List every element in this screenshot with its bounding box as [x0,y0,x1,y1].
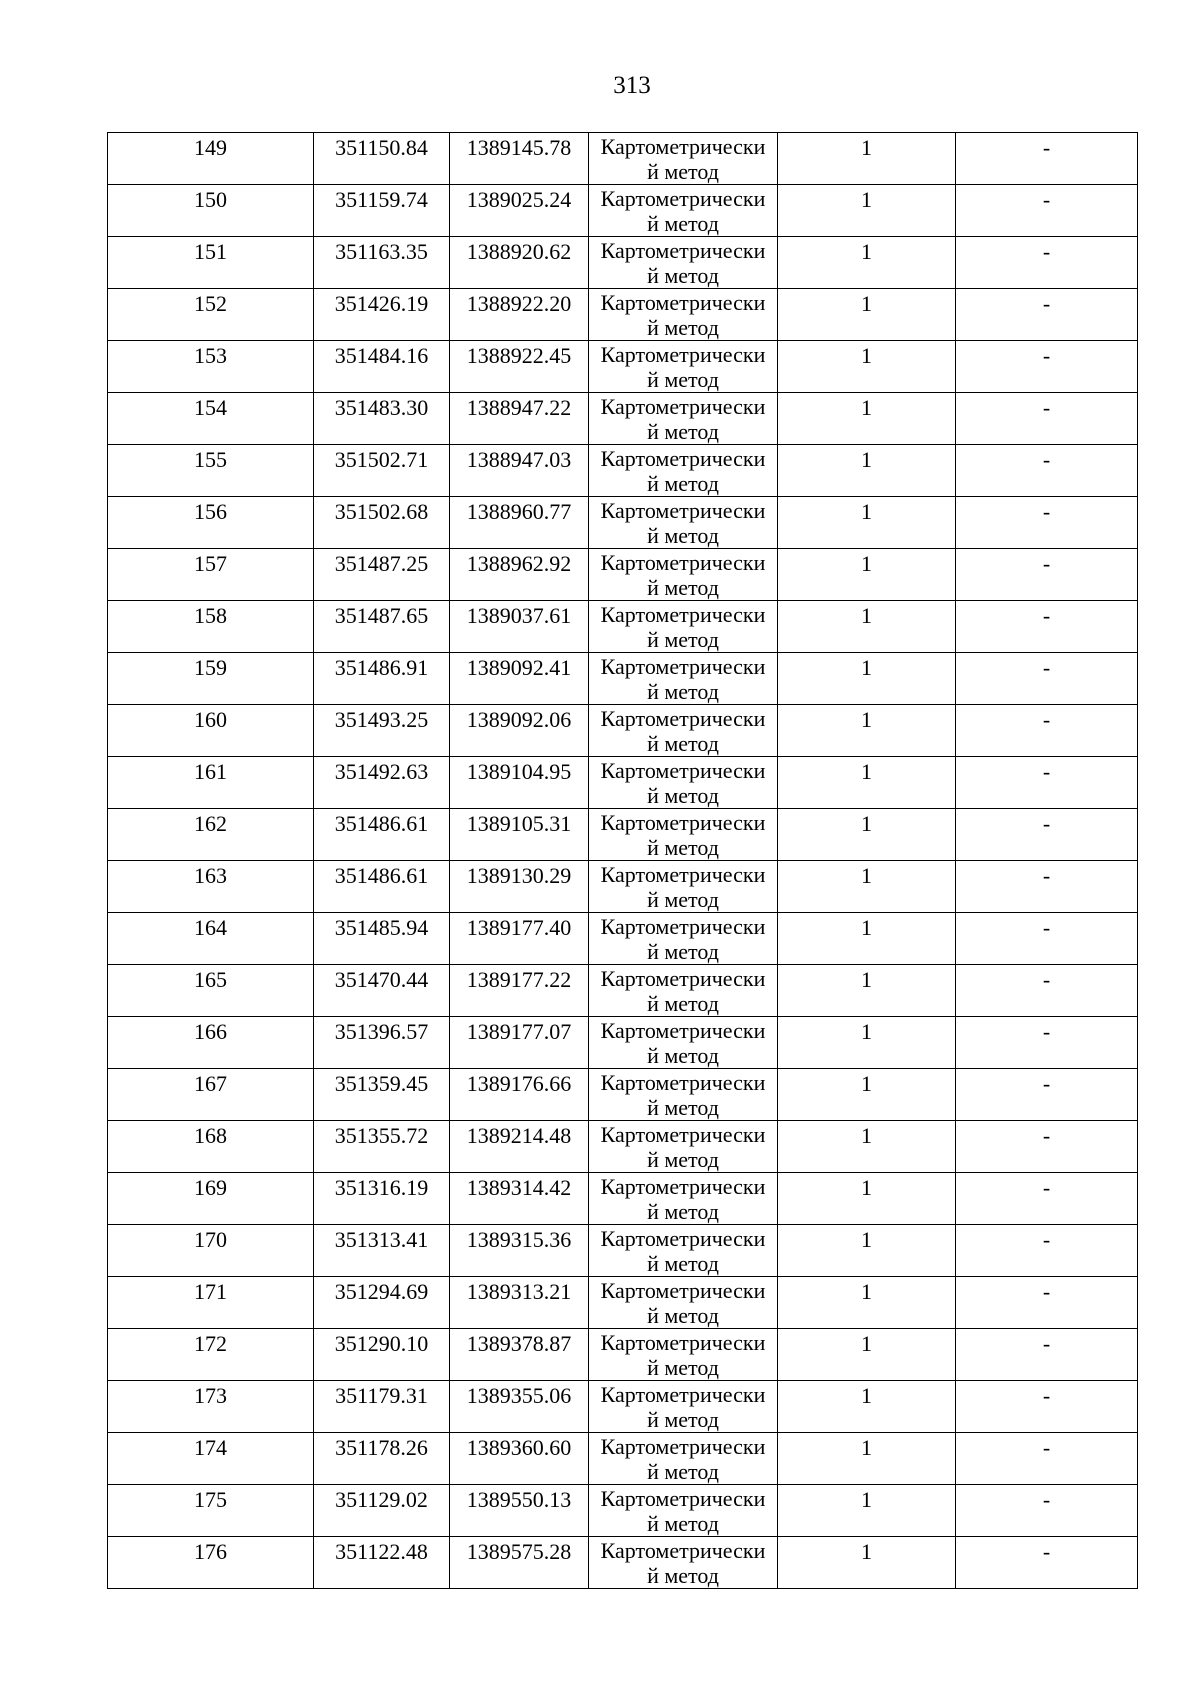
method-line: й метод [647,835,719,860]
x-coordinate-cell: 351179.31 [314,1381,450,1433]
point-number-cell: 154 [108,393,314,445]
y-coordinate-cell: 1389315.36 [450,1225,589,1277]
method-line: Картометрически [600,654,766,679]
method-line: Картометрически [600,1330,766,1355]
accuracy-cell: 1 [778,757,956,809]
accuracy-cell: 1 [778,1017,956,1069]
note-cell: - [956,1433,1138,1485]
y-coordinate-cell: 1389550.13 [450,1485,589,1537]
x-coordinate-cell: 351485.94 [314,913,450,965]
accuracy-cell: 1 [778,1121,956,1173]
y-coordinate-cell: 1389313.21 [450,1277,589,1329]
table-row [108,1277,1138,1329]
method-line: й метод [647,1043,719,1068]
note-cell: - [956,653,1138,705]
accuracy-cell: 1 [778,1381,956,1433]
x-coordinate-cell: 351484.16 [314,341,450,393]
table-row [108,393,1138,445]
method-cell [589,861,778,913]
table-row [108,549,1138,601]
table-row [108,1069,1138,1121]
accuracy-cell: 1 [778,1433,956,1485]
note-cell: - [956,1225,1138,1277]
point-number-cell: 153 [108,341,314,393]
page-number: 313 [613,72,651,99]
x-coordinate-cell: 351486.61 [314,861,450,913]
method-line: Картометрически [600,1278,766,1303]
method-line: Картометрически [600,186,766,211]
y-coordinate-cell: 1388960.77 [450,497,589,549]
y-coordinate-cell: 1389214.48 [450,1121,589,1173]
accuracy-cell: 1 [778,497,956,549]
note-cell: - [956,185,1138,237]
method-line: й метод [647,1511,719,1536]
method-line: Картометрически [600,810,766,835]
accuracy-cell: 1 [778,341,956,393]
table-row [108,341,1138,393]
method-cell [589,1381,778,1433]
point-number-cell: 167 [108,1069,314,1121]
y-coordinate-cell: 1389177.07 [450,1017,589,1069]
point-number-cell: 156 [108,497,314,549]
method-line: Картометрически [600,758,766,783]
coordinates-table-body [108,133,1138,1589]
method-cell [589,757,778,809]
method-line: Картометрически [600,1434,766,1459]
y-coordinate-cell: 1389575.28 [450,1537,589,1589]
method-line: й метод [647,367,719,392]
table-row [108,445,1138,497]
y-coordinate-cell: 1389176.66 [450,1069,589,1121]
x-coordinate-cell: 351359.45 [314,1069,450,1121]
y-coordinate-cell: 1389355.06 [450,1381,589,1433]
method-line: й метод [647,783,719,808]
method-line: й метод [647,1407,719,1432]
y-coordinate-cell: 1389037.61 [450,601,589,653]
table-row [108,809,1138,861]
accuracy-cell: 1 [778,601,956,653]
method-cell [589,445,778,497]
accuracy-cell: 1 [778,1485,956,1537]
method-line: й метод [647,1147,719,1172]
method-line: й метод [647,523,719,548]
table-row [108,913,1138,965]
table-row [108,133,1138,185]
method-line: Картометрически [600,1538,766,1563]
x-coordinate-cell: 351294.69 [314,1277,450,1329]
method-cell [589,1277,778,1329]
accuracy-cell: 1 [778,289,956,341]
note-cell: - [956,1173,1138,1225]
note-cell: - [956,341,1138,393]
method-cell [589,237,778,289]
table-row [108,601,1138,653]
method-cell [589,1121,778,1173]
y-coordinate-cell: 1389177.40 [450,913,589,965]
accuracy-cell: 1 [778,1277,956,1329]
y-coordinate-cell: 1389360.60 [450,1433,589,1485]
y-coordinate-cell: 1388920.62 [450,237,589,289]
table-row [108,1485,1138,1537]
note-cell: - [956,809,1138,861]
method-cell [589,1017,778,1069]
method-line: й метод [647,315,719,340]
method-cell [589,1537,778,1589]
table-row [108,965,1138,1017]
y-coordinate-cell: 1388962.92 [450,549,589,601]
x-coordinate-cell: 351493.25 [314,705,450,757]
point-number-cell: 174 [108,1433,314,1485]
table-row [108,861,1138,913]
note-cell: - [956,1329,1138,1381]
x-coordinate-cell: 351159.74 [314,185,450,237]
x-coordinate-cell: 351313.41 [314,1225,450,1277]
method-cell [589,809,778,861]
method-line: й метод [647,1251,719,1276]
table-row [108,653,1138,705]
method-line: Картометрически [600,1018,766,1043]
point-number-cell: 176 [108,1537,314,1589]
method-cell [589,289,778,341]
method-cell [589,653,778,705]
x-coordinate-cell: 351396.57 [314,1017,450,1069]
x-coordinate-cell: 351486.61 [314,809,450,861]
method-cell [589,133,778,185]
x-coordinate-cell: 351487.65 [314,601,450,653]
point-number-cell: 169 [108,1173,314,1225]
x-coordinate-cell: 351178.26 [314,1433,450,1485]
x-coordinate-cell: 351129.02 [314,1485,450,1537]
point-number-cell: 170 [108,1225,314,1277]
method-line: й метод [647,575,719,600]
y-coordinate-cell: 1389104.95 [450,757,589,809]
method-line: й метод [647,679,719,704]
point-number-cell: 157 [108,549,314,601]
method-line: й метод [647,1563,719,1588]
note-cell: - [956,913,1138,965]
method-line: Картометрически [600,498,766,523]
method-cell [589,705,778,757]
x-coordinate-cell: 351470.44 [314,965,450,1017]
method-line: й метод [647,1199,719,1224]
accuracy-cell: 1 [778,1329,956,1381]
x-coordinate-cell: 351502.71 [314,445,450,497]
y-coordinate-cell: 1388922.20 [450,289,589,341]
point-number-cell: 159 [108,653,314,705]
method-cell [589,965,778,1017]
accuracy-cell: 1 [778,913,956,965]
note-cell: - [956,1537,1138,1589]
y-coordinate-cell: 1389105.31 [450,809,589,861]
accuracy-cell: 1 [778,1537,956,1589]
table-row [108,705,1138,757]
method-line: Картометрически [600,1122,766,1147]
point-number-cell: 149 [108,133,314,185]
method-line: й метод [647,159,719,184]
accuracy-cell: 1 [778,809,956,861]
table-row [108,497,1138,549]
method-line: й метод [647,1303,719,1328]
note-cell: - [956,1017,1138,1069]
y-coordinate-cell: 1389092.41 [450,653,589,705]
method-cell [589,341,778,393]
note-cell: - [956,497,1138,549]
x-coordinate-cell: 351492.63 [314,757,450,809]
point-number-cell: 150 [108,185,314,237]
accuracy-cell: 1 [778,1069,956,1121]
method-line: й метод [647,887,719,912]
table-row [108,757,1138,809]
method-line: й метод [647,1355,719,1380]
table-row [108,1433,1138,1485]
method-line: й метод [647,211,719,236]
method-line: й метод [647,627,719,652]
note-cell: - [956,757,1138,809]
point-number-cell: 171 [108,1277,314,1329]
x-coordinate-cell: 351355.72 [314,1121,450,1173]
x-coordinate-cell: 351316.19 [314,1173,450,1225]
note-cell: - [956,393,1138,445]
y-coordinate-cell: 1388947.03 [450,445,589,497]
method-line: й метод [647,991,719,1016]
note-cell: - [956,1277,1138,1329]
point-number-cell: 175 [108,1485,314,1537]
table-row [108,289,1138,341]
method-line: й метод [647,1095,719,1120]
point-number-cell: 165 [108,965,314,1017]
note-cell: - [956,289,1138,341]
point-number-cell: 160 [108,705,314,757]
x-coordinate-cell: 351163.35 [314,237,450,289]
point-number-cell: 163 [108,861,314,913]
table-row [108,185,1138,237]
note-cell: - [956,445,1138,497]
table-row [108,1225,1138,1277]
y-coordinate-cell: 1389130.29 [450,861,589,913]
point-number-cell: 158 [108,601,314,653]
x-coordinate-cell: 351426.19 [314,289,450,341]
table-row [108,1537,1138,1589]
point-number-cell: 173 [108,1381,314,1433]
accuracy-cell: 1 [778,1225,956,1277]
method-line: й метод [647,263,719,288]
table-row [108,1121,1138,1173]
accuracy-cell: 1 [778,393,956,445]
point-number-cell: 162 [108,809,314,861]
method-line: Картометрически [600,550,766,575]
note-cell: - [956,133,1138,185]
y-coordinate-cell: 1389177.22 [450,965,589,1017]
method-line: Картометрически [600,706,766,731]
y-coordinate-cell: 1389092.06 [450,705,589,757]
method-line: Картометрически [600,238,766,263]
accuracy-cell: 1 [778,185,956,237]
table-row [108,1329,1138,1381]
method-line: Картометрически [600,290,766,315]
point-number-cell: 151 [108,237,314,289]
method-cell [589,1485,778,1537]
point-number-cell: 164 [108,913,314,965]
x-coordinate-cell: 351486.91 [314,653,450,705]
x-coordinate-cell: 351483.30 [314,393,450,445]
method-cell [589,601,778,653]
method-cell [589,393,778,445]
method-line: Картометрически [600,1486,766,1511]
y-coordinate-cell: 1389025.24 [450,185,589,237]
method-line: Картометрически [600,1070,766,1095]
method-line: й метод [647,1459,719,1484]
note-cell: - [956,549,1138,601]
method-cell [589,1069,778,1121]
accuracy-cell: 1 [778,549,956,601]
note-cell: - [956,237,1138,289]
point-number-cell: 161 [108,757,314,809]
table-row [108,1173,1138,1225]
method-line: Картометрически [600,342,766,367]
point-number-cell: 172 [108,1329,314,1381]
accuracy-cell: 1 [778,237,956,289]
accuracy-cell: 1 [778,965,956,1017]
method-line: Картометрически [600,1382,766,1407]
method-cell [589,549,778,601]
method-cell [589,497,778,549]
coordinates-table [107,132,1138,1589]
method-line: Картометрически [600,602,766,627]
accuracy-cell: 1 [778,133,956,185]
note-cell: - [956,965,1138,1017]
method-line: Картометрически [600,394,766,419]
method-cell [589,1329,778,1381]
method-line: Картометрически [600,914,766,939]
method-cell [589,185,778,237]
y-coordinate-cell: 1389314.42 [450,1173,589,1225]
point-number-cell: 152 [108,289,314,341]
method-line: Картометрически [600,1226,766,1251]
method-line: Картометрически [600,134,766,159]
note-cell: - [956,705,1138,757]
method-line: Картометрически [600,966,766,991]
table-row [108,237,1138,289]
method-line: Картометрически [600,446,766,471]
note-cell: - [956,1381,1138,1433]
accuracy-cell: 1 [778,861,956,913]
accuracy-cell: 1 [778,705,956,757]
method-line: й метод [647,419,719,444]
y-coordinate-cell: 1389145.78 [450,133,589,185]
point-number-cell: 168 [108,1121,314,1173]
x-coordinate-cell: 351487.25 [314,549,450,601]
method-cell [589,1225,778,1277]
note-cell: - [956,1069,1138,1121]
method-line: Картометрически [600,862,766,887]
method-line: й метод [647,939,719,964]
y-coordinate-cell: 1388922.45 [450,341,589,393]
method-cell [589,913,778,965]
note-cell: - [956,861,1138,913]
table-row [108,1017,1138,1069]
method-line: й метод [647,471,719,496]
y-coordinate-cell: 1388947.22 [450,393,589,445]
accuracy-cell: 1 [778,653,956,705]
method-line: Картометрически [600,1174,766,1199]
x-coordinate-cell: 351122.48 [314,1537,450,1589]
note-cell: - [956,1485,1138,1537]
accuracy-cell: 1 [778,1173,956,1225]
method-cell [589,1433,778,1485]
accuracy-cell: 1 [778,445,956,497]
table-row [108,1381,1138,1433]
x-coordinate-cell: 351150.84 [314,133,450,185]
x-coordinate-cell: 351502.68 [314,497,450,549]
x-coordinate-cell: 351290.10 [314,1329,450,1381]
note-cell: - [956,601,1138,653]
point-number-cell: 166 [108,1017,314,1069]
method-cell [589,1173,778,1225]
point-number-cell: 155 [108,445,314,497]
note-cell: - [956,1121,1138,1173]
method-line: й метод [647,731,719,756]
y-coordinate-cell: 1389378.87 [450,1329,589,1381]
